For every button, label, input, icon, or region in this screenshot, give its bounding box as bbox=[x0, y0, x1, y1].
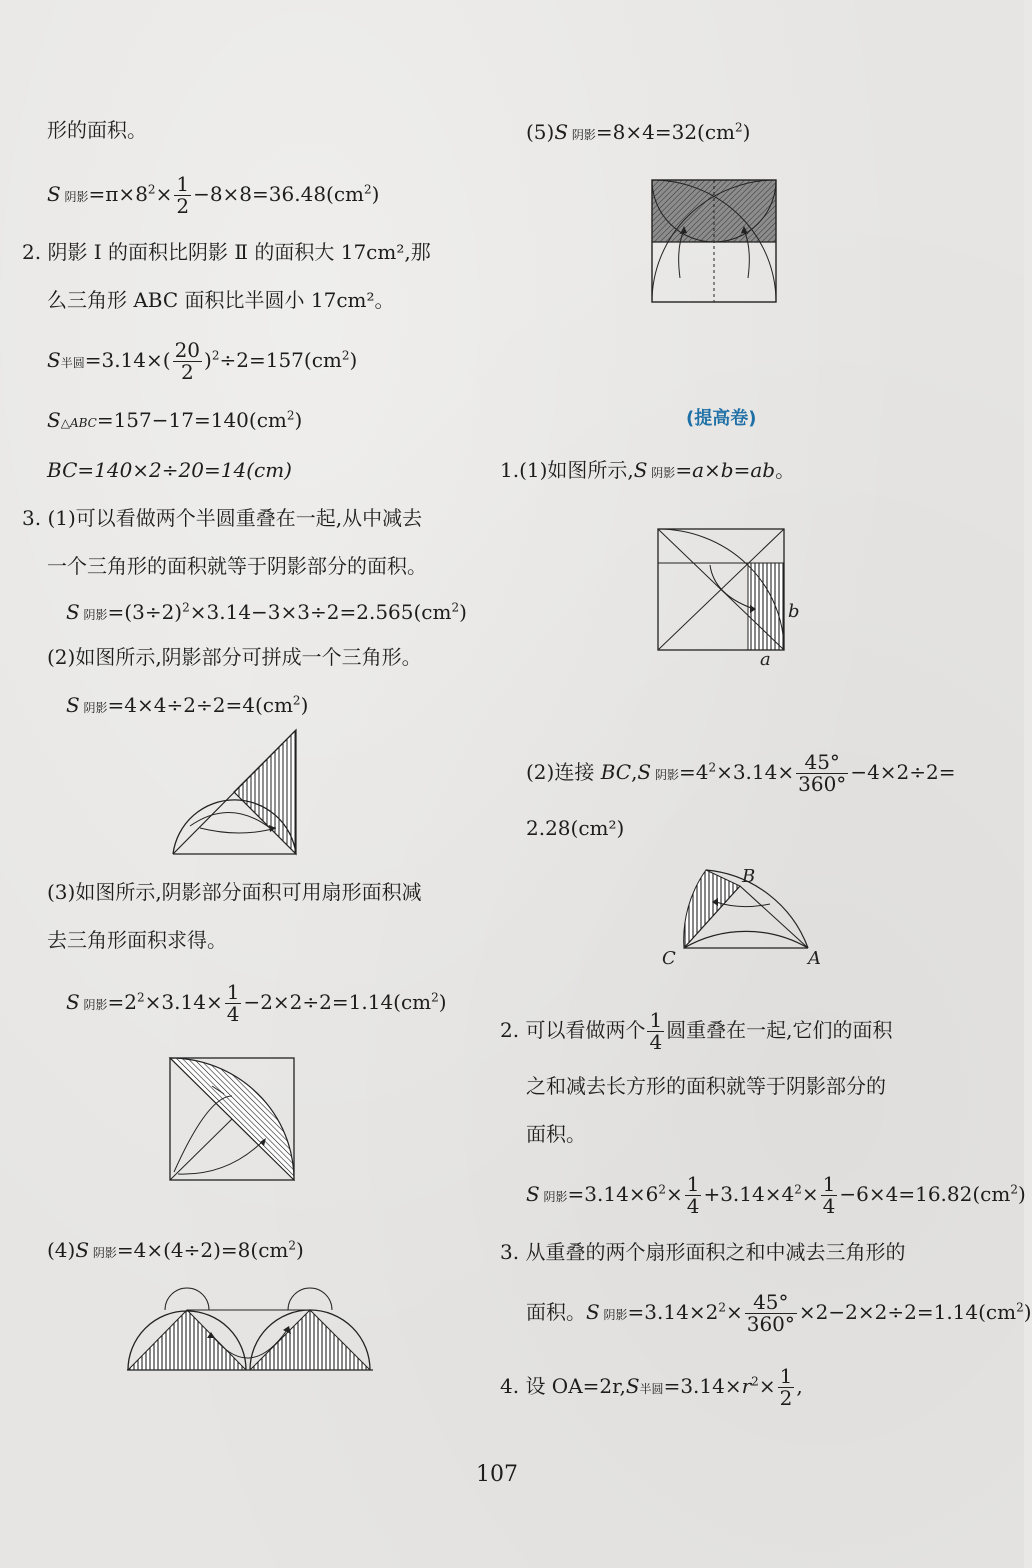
figure-semicircle-triangle bbox=[170, 728, 300, 858]
formula-shadow-3-5: (5)S 阴影$=8\times 4=32(cm^2)$ bbox=[526, 120, 751, 144]
right-line-10: 3. 从重叠的两个扇形面积之和中减去三角形的 bbox=[500, 1240, 906, 1264]
left-line-9: 一个三角形的面积就等于阴影部分的面积。 bbox=[47, 554, 427, 578]
figure-two-semicircles bbox=[125, 1294, 375, 1372]
formula-shadow-3-2: S 阴影$=4\times 4\div 2\div 2=4(cm^2)$ bbox=[66, 693, 309, 717]
right-line-5: 2.28(cm²) bbox=[526, 816, 625, 840]
label-a: a bbox=[760, 649, 771, 670]
formula-r2: S 阴影$=3.14\times 6^2\times$ $\frac{1}{4}$ $+3.14\times 4^2\times$ $\frac{1}{4}$ $-6\times 4=16.82(cm^2)$ bbox=[526, 1172, 1026, 1218]
formula-semicircle: S半圆=3.14×( $\frac{20}{2}$ )$^2\div 2=157(cm^2)$ bbox=[47, 338, 358, 384]
figure-square-diagonals bbox=[654, 525, 804, 670]
formula-shadow-1: S 阴影$=\pi\times 8^2\times$ $\frac{1}{2}$ $-8\times 8=36.48(cm^2)$ bbox=[47, 172, 380, 218]
label-B: B bbox=[742, 866, 756, 887]
figure-sector-bca bbox=[660, 862, 830, 972]
formula-shadow-3-3: S 阴影$=2^2\times 3.14\times$ $\frac{1}{4}$ $-2\times 2\div 2=1.14(cm^2)$ bbox=[66, 980, 447, 1026]
section-title: (提高卷) bbox=[686, 408, 757, 429]
right-line-3: 1.(1)如图所示,S 阴影=a×b=ab。 bbox=[500, 458, 796, 482]
page-number: 107 bbox=[476, 1462, 518, 1487]
right-line-6: 2. 可以看做两个 $\frac{1}{4}$ 圆重叠在一起,它们的面积 bbox=[500, 1008, 893, 1054]
figure-rectangle-arcs bbox=[650, 178, 778, 304]
left-line-11: (2)如图所示,阴影部分可拼成一个三角形。 bbox=[47, 645, 422, 669]
left-line-4: 么三角形 ABC 面积比半圆小 17cm²。 bbox=[47, 288, 395, 312]
right-line-12: 4. 设 OA=2r,S半圆$=3.14\times r^2\times$ $\frac{1}{2}$ , bbox=[500, 1364, 803, 1410]
right-line-7: 之和减去长方形的面积就等于阴影部分的 bbox=[526, 1074, 886, 1098]
label-C: C bbox=[662, 948, 676, 969]
formula-r1-2: (2)连接 BC,S 阴影$=4^2\times 3.14\times$ $\frac{45^\circ}{360^\circ}$ −4×2÷2= bbox=[526, 750, 956, 796]
figure-square-quarter-circle bbox=[168, 1056, 296, 1182]
left-line-14: 去三角形面积求得。 bbox=[47, 928, 227, 952]
formula-triangle: $S\triangle ABC=157-17=140(cm^2)$ bbox=[47, 408, 303, 432]
left-line-1: 形的面积。 bbox=[47, 118, 147, 142]
left-line-13: (3)如图所示,阴影部分面积可用扇形面积减 bbox=[47, 880, 422, 904]
right-line-11: 面积。S 阴影$=3.14\times 2^2\times$ $\frac{45^\circ}{360^\circ}$ $\times 2-2\times 2\div 2=1.14(cm^2)$ bbox=[526, 1290, 1032, 1336]
left-line-3: 2. 阴影 Ⅰ 的面积比阴影 Ⅱ 的面积大 17cm²,那 bbox=[22, 240, 431, 264]
label-A: A bbox=[808, 948, 821, 969]
label-b: b bbox=[788, 601, 800, 622]
formula-shadow-3-1: S 阴影$=(3\div 2)^2\times 3.14-3\times 3\div 2=2.565(cm^2)$ bbox=[66, 600, 467, 624]
left-line-7: BC=140×2÷20=14(cm) bbox=[47, 458, 292, 482]
formula-shadow-3-4: (4)S 阴影$=4\times(4\div 2)=8(cm^2)$ bbox=[47, 1238, 304, 1262]
left-line-8: 3. (1)可以看做两个半圆重叠在一起,从中减去 bbox=[22, 506, 423, 530]
right-line-8: 面积。 bbox=[526, 1122, 586, 1146]
